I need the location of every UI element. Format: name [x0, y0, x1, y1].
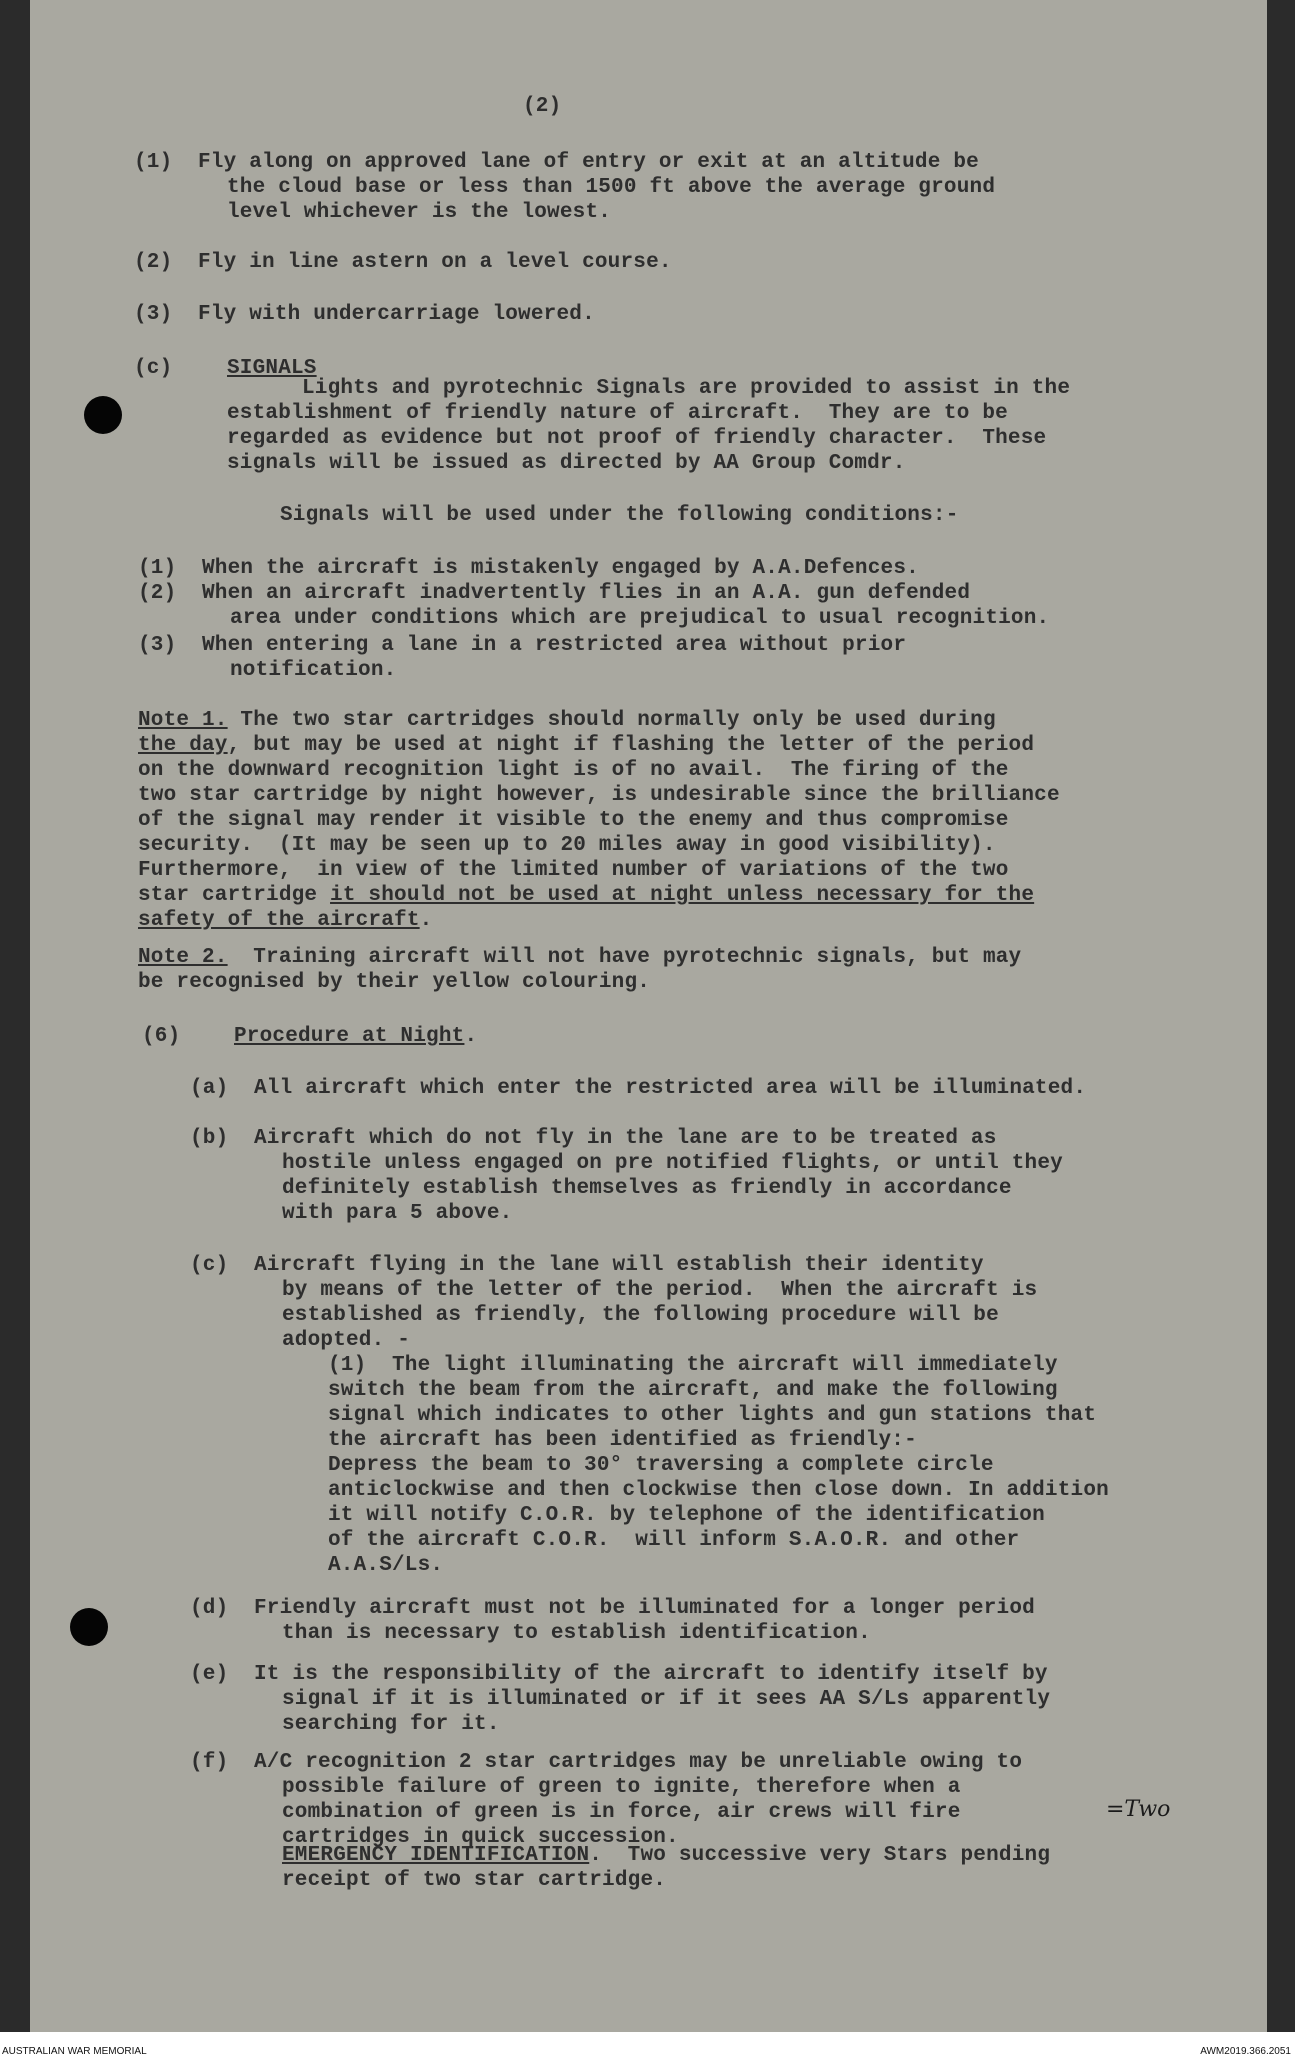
text-line: switch the beam from the aircraft, and make the following	[328, 1379, 1058, 1402]
footer-right: AWM2019.366.2051	[1200, 2046, 1291, 2057]
text-line: signals will be issued as directed by AA Group Comdr.	[227, 452, 906, 475]
text-line: receipt of two star cartridge.	[282, 1869, 667, 1892]
text-line: (b) Aircraft which do not fly in the lane are to be treated as	[190, 1127, 997, 1150]
text-line: hostile unless engaged on pre notified flights, or until they	[282, 1152, 1063, 1175]
text-line: of the signal may render it visible to the enemy and thus compromise	[138, 809, 1009, 832]
text-line: area under conditions which are prejudical to usual recognition.	[230, 607, 1050, 630]
text-line: (1) Fly along on approved lane of entry or exit at an altitude be	[134, 151, 979, 174]
text-line: the cloud base or less than 1500 ft above the average ground	[227, 176, 996, 199]
text-line: establishment of friendly nature of aircraft. They are to be	[227, 402, 1008, 425]
heading-text: Procedure at Night	[234, 1025, 465, 1048]
text-line: by means of the letter of the period. When the aircraft is	[282, 1279, 1038, 1302]
plain-text: star cartridge	[138, 884, 331, 907]
plain-text: , but may be used at night if flashing the letter of the period	[227, 734, 1035, 757]
note-1	[138, 708, 996, 733]
text-line: (a) All aircraft which enter the restricted area will be illuminated.	[190, 1077, 1087, 1100]
text-line	[138, 908, 432, 933]
text-line	[138, 733, 1034, 758]
section-heading-night	[234, 1024, 477, 1049]
text-line: security. (It may be seen up to 20 miles away in good visibility).	[138, 834, 996, 857]
text-line: of the aircraft C.O.R. will inform S.A.O.R. and other	[328, 1529, 1020, 1552]
text-line: Depress the beam to 30° traversing a complete circle	[328, 1454, 994, 1477]
document-page	[30, 0, 1267, 2032]
note-2	[138, 945, 1021, 970]
text-line: searching for it.	[282, 1713, 500, 1736]
text-line: established as friendly, the following procedure will be	[282, 1304, 999, 1327]
text-line: (1) The light illuminating the aircraft will immediately	[328, 1354, 1058, 1377]
text-line: (1) When the aircraft is mistakenly engaged by A.A.Defences.	[138, 557, 919, 580]
text-line: with para 5 above.	[282, 1202, 513, 1225]
footer-left: AUSTRALIAN WAR MEMORIAL	[2, 2046, 147, 2057]
note-text: Training aircraft will not have pyrotechnic signals, but may	[227, 946, 1022, 969]
text-line: adopted. -	[282, 1329, 411, 1352]
text-line: anticlockwise and then clockwise then close down. In addition	[328, 1479, 1109, 1502]
text-line: notification.	[230, 659, 397, 682]
underlined-text: it should not be used at night unless necessary for the	[330, 884, 1035, 907]
page-number: (2)	[523, 95, 562, 118]
text-line: (e) It is the responsibility of the aircraft to identify itself by	[190, 1663, 1048, 1686]
text-line: cartridges in quick succession.	[282, 1826, 679, 1849]
text-line: (d) Friendly aircraft must not be illuminated for a longer period	[190, 1597, 1035, 1620]
text-line: (3) When entering a lane in a restricted area without prior	[138, 634, 907, 657]
text-line: combination of green is in force, air crews will fire	[282, 1801, 961, 1824]
note-text: The two star cartridges should normally only be used during	[227, 709, 996, 732]
section-heading-signals: SIGNALS	[227, 357, 317, 380]
text-line: it will notify C.O.R. by telephone of the identification	[328, 1504, 1045, 1527]
underlined-text: the day	[138, 734, 228, 757]
plain-text: .	[419, 909, 433, 932]
text-line: Lights and pyrotechnic Signals are provided to assist in the	[302, 377, 1071, 400]
text-line: (c) Aircraft flying in the lane will establish their identity	[190, 1254, 984, 1277]
text-line: definitely establish themselves as friendly in accordance	[282, 1177, 1012, 1200]
underlined-text: safety of the aircraft	[138, 909, 420, 932]
text-line: A.A.S/Ls.	[328, 1554, 444, 1577]
punch-hole-top	[84, 396, 122, 434]
text-line: be recognised by their yellow colouring.	[138, 971, 651, 994]
text-line: on the downward recognition light is of no avail. The firing of the	[138, 759, 1009, 782]
text-line: possible failure of green to ignite, therefore when a	[282, 1776, 961, 1799]
text-line: (2) Fly in line astern on a level course.	[134, 251, 672, 274]
text-line: Signals will be used under the following conditions:-	[280, 504, 959, 527]
text-line	[138, 883, 1034, 908]
underlined-text: EMERGENCY IDENTIFICATION	[282, 1844, 590, 1867]
note-label: Note 1.	[138, 709, 228, 732]
archive-footer	[0, 2032, 1295, 2061]
text-line: the aircraft has been identified as friendly:-	[328, 1429, 917, 1452]
text-line: level whichever is the lowest.	[227, 201, 612, 224]
punch-hole-bottom	[70, 1608, 108, 1646]
section-label: (c)	[134, 357, 173, 380]
section-label: (6)	[142, 1025, 181, 1048]
plain-text: . Two successive very Stars pending	[589, 1844, 1051, 1867]
text-line: (f) A/C recognition 2 star cartridges may be unreliable owing to	[190, 1751, 1023, 1774]
text-line: regarded as evidence but not proof of friendly character. These	[227, 427, 1047, 450]
heading-dot: .	[464, 1025, 478, 1048]
text-line: signal which indicates to other lights and gun stations that	[328, 1404, 1097, 1427]
text-line	[282, 1843, 1050, 1868]
text-line: than is necessary to establish identification.	[282, 1622, 871, 1645]
text-line: two star cartridge by night however, is undesirable since the brilliance	[138, 784, 1060, 807]
text-line: (2) When an aircraft inadvertently flies in an A.A. gun defended	[138, 582, 971, 605]
note-label: Note 2.	[138, 946, 228, 969]
handwritten-note: =Two	[1106, 1797, 1171, 1822]
text-line: (3) Fly with undercarriage lowered.	[134, 303, 595, 326]
text-line: Furthermore, in view of the limited number of variations of the two	[138, 859, 1009, 882]
text-line: signal if it is illuminated or if it sees AA S/Ls apparently	[282, 1688, 1051, 1711]
